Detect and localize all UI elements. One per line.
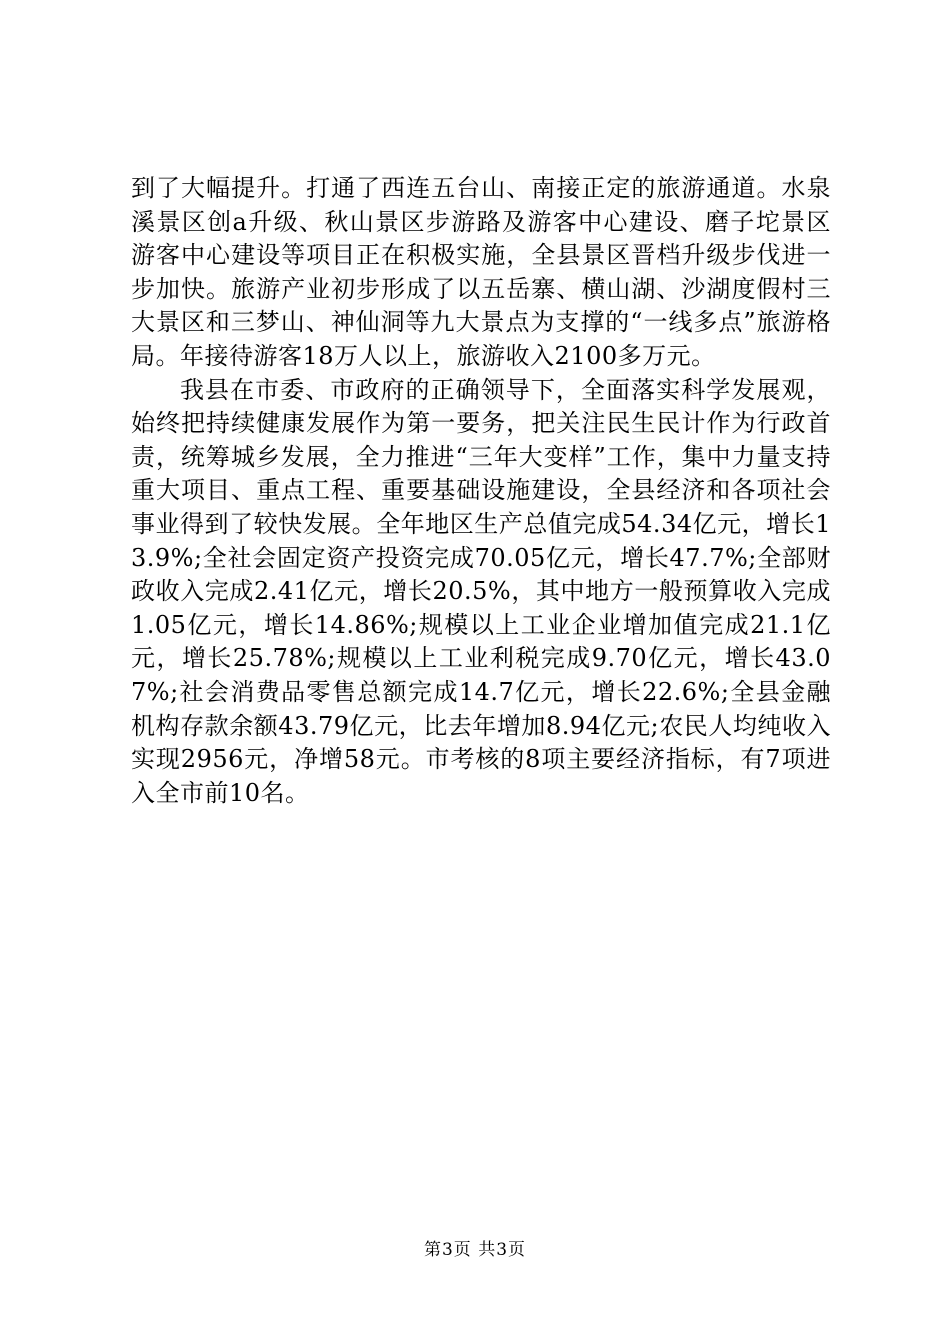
paragraph-tourism: 到了大幅提升。打通了西连五台山、南接正定的旅游通道。水泉溪景区创a升级、秋山景区步游路及游客中心建设、磨子坨景区游客中心建设等项目正在积极实施，全县景区晋档升级步伐进一步加快。旅游产业初步形成了以五岳寨、横山湖、沙湖度假村三大景区和三梦山、神仙洞等九大景点为支撑的“一线多点”旅游格局。年接待游客18万人以上，旅游收入2100多万元。 [131, 174, 831, 370]
paragraph-economy: 我县在市委、市政府的正确领导下，全面落实科学发展观，始终把持续健康发展作为第一要务，把关注民生民计作为行政首责，统筹城乡发展，全力推进“三年大变样”工作，集中力量支持重大项目、重点工程、重要基础设施建设，全县经济和各项社会事业得到了较快发展。全年地区生产总值完成54.34亿元，增长13.9%;全社会固定资产投资完成70.05亿元，增长47.7%;全部财政收入完成2.41亿元，增长20.5%，其中地方一般预算收入完成1.05亿元，增长14.86%;规模以上工业企业增加值完成21.1亿元，增长25.78%;规模以上工业利税完成9.70亿元，增长43.07%;社会消费品零售总额完成14.7亿元，增长22.6%;全县金融机构存款余额43.79亿元，比去年增加8.94亿元;农民人均纯收入实现2956元，净增58元。市考核的8项主要经济指标，有7项进入全市前10名。 [131, 375, 831, 807]
page-number-footer: 第3页 共3页 [423, 1240, 527, 1260]
document-body [131, 172, 831, 810]
